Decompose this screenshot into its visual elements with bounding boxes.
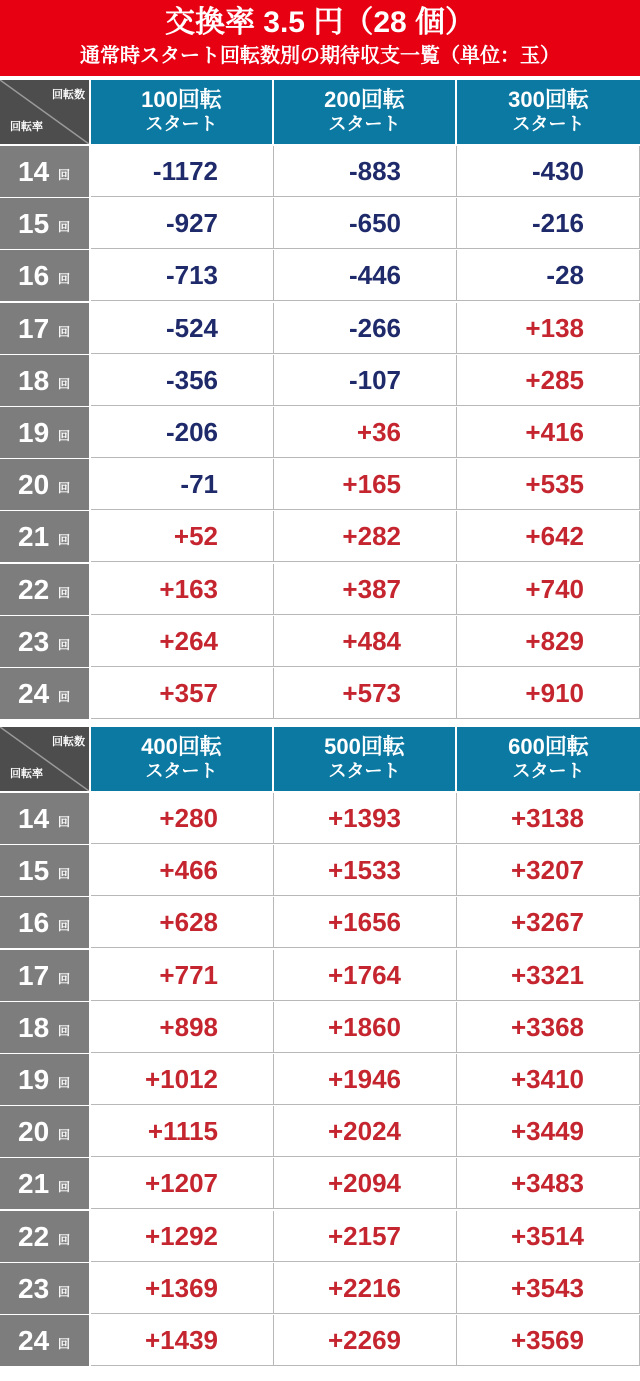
table-cell <box>457 1106 640 1157</box>
table-cell <box>457 1263 640 1314</box>
expected-value: +1946 <box>327 1064 401 1094</box>
table-cell <box>91 407 274 458</box>
expected-value: +829 <box>525 625 584 656</box>
table-cell <box>274 616 457 667</box>
expected-value: +1656 <box>327 907 401 938</box>
row-label-suffix: 回 <box>58 272 71 287</box>
table-cell <box>91 1158 274 1209</box>
expected-value: +416 <box>525 417 584 447</box>
row-label <box>0 407 89 458</box>
expected-value: +3483 <box>510 1168 584 1199</box>
expected-value: +3368 <box>510 1011 584 1042</box>
expected-value: -356 <box>165 364 218 395</box>
row-label <box>0 1002 89 1053</box>
table-row <box>0 511 640 562</box>
corner-label-rate: 回転率 <box>10 121 43 133</box>
row-label-suffix: 回 <box>58 533 71 548</box>
expected-value: -650 <box>348 208 401 239</box>
table-cell <box>91 897 274 948</box>
table-row <box>0 198 640 249</box>
table-cell <box>91 1054 274 1105</box>
table-cell <box>274 950 457 1001</box>
expected-value: +910 <box>525 678 584 708</box>
row-label <box>0 897 89 948</box>
expected-value: +3410 <box>510 1064 584 1094</box>
expected-value: +138 <box>525 312 584 343</box>
expected-value: +484 <box>342 625 401 656</box>
table-row <box>0 1315 640 1366</box>
table-row <box>0 407 640 458</box>
table-cell <box>274 1211 457 1262</box>
expected-value: +628 <box>159 907 218 938</box>
row-label <box>0 845 89 896</box>
table-cell <box>457 1211 640 1262</box>
column-header-spins: 400回転 <box>141 734 222 759</box>
row-label-suffix: 回 <box>58 919 71 934</box>
expected-value: +3543 <box>510 1272 584 1303</box>
expected-value: -266 <box>348 312 401 343</box>
column-header <box>91 80 272 144</box>
table-row <box>0 616 640 667</box>
row-label-rate: 19 <box>18 1064 50 1095</box>
table-row <box>0 250 640 301</box>
table-cell <box>91 950 274 1001</box>
table-row <box>0 146 640 197</box>
row-label-rate: 22 <box>18 1220 50 1252</box>
expected-value: +2094 <box>327 1168 401 1199</box>
expected-value: +3321 <box>510 959 584 990</box>
row-label <box>0 146 89 197</box>
row-label <box>0 459 89 510</box>
row-label-suffix: 回 <box>58 220 71 235</box>
table-cell <box>274 459 457 510</box>
table-row <box>0 303 640 354</box>
table-cell <box>274 198 457 249</box>
row-label <box>0 250 89 301</box>
expected-value: -107 <box>348 364 401 395</box>
table-cell <box>91 511 274 562</box>
table-cell <box>457 793 640 844</box>
row-label-suffix: 回 <box>58 1180 71 1195</box>
table-cell <box>91 668 274 719</box>
table-row <box>0 950 640 1001</box>
column-header <box>274 727 455 791</box>
expected-value: +1533 <box>327 855 401 886</box>
table-row <box>0 1263 640 1314</box>
expected-value: +466 <box>159 855 218 886</box>
table-cell <box>91 1263 274 1314</box>
row-label-suffix: 回 <box>58 324 71 339</box>
row-label-suffix: 回 <box>58 429 71 443</box>
expected-value: -216 <box>531 208 584 239</box>
table-cell <box>274 1002 457 1053</box>
expected-value: +1764 <box>327 959 401 990</box>
corner-cell <box>0 80 89 144</box>
page-subtitle: 通常時スタート回転数別の期待収支一覧（単位：玉） <box>80 45 560 67</box>
row-label-suffix: 回 <box>58 1023 71 1038</box>
row-label-rate: 20 <box>18 1116 50 1148</box>
expected-value: +898 <box>159 1011 218 1042</box>
table-cell <box>274 793 457 844</box>
table-cell <box>91 146 274 197</box>
expected-value: +163 <box>159 573 218 604</box>
table-row <box>0 459 640 510</box>
expected-value: +3449 <box>510 1116 584 1147</box>
expected-value: +573 <box>342 678 401 708</box>
expected-value: +282 <box>342 521 401 552</box>
table-cell <box>91 1002 274 1053</box>
expected-value: -28 <box>546 260 584 291</box>
row-label-rate: 14 <box>18 156 50 187</box>
expected-value: +357 <box>159 678 218 708</box>
table-cell <box>274 1315 457 1366</box>
row-label-rate: 16 <box>18 907 50 939</box>
table-cell <box>91 616 274 667</box>
table-cell <box>457 1002 640 1053</box>
row-label-rate: 15 <box>18 855 50 887</box>
table-row <box>0 355 640 406</box>
row-label-suffix: 回 <box>58 867 71 882</box>
expected-value: +642 <box>525 521 584 552</box>
row-label-suffix: 回 <box>58 971 71 986</box>
column-header-spins: 100回転 <box>141 87 222 112</box>
expected-value: +1369 <box>144 1272 218 1303</box>
expected-value: -430 <box>531 156 584 186</box>
expected-value: +280 <box>159 803 218 833</box>
expected-value: +1207 <box>144 1168 218 1199</box>
table-cell <box>91 1315 274 1366</box>
corner-label-rate: 回転率 <box>10 768 43 780</box>
expected-value: -71 <box>180 469 218 500</box>
row-label-rate: 19 <box>18 417 50 448</box>
table-cell <box>274 897 457 948</box>
table-row <box>0 1054 640 1105</box>
table-cell <box>274 355 457 406</box>
table-cell <box>457 950 640 1001</box>
expected-value: +740 <box>525 573 584 604</box>
table-row <box>0 564 640 615</box>
corner-label-spins: 回転数 <box>52 736 85 748</box>
column-header <box>91 727 272 791</box>
table-cell <box>91 459 274 510</box>
expected-value: +36 <box>356 417 401 447</box>
column-header-start: スタート <box>328 114 401 134</box>
column-header <box>457 80 640 144</box>
expected-value: +264 <box>159 625 218 656</box>
expected-value: -883 <box>348 156 401 186</box>
row-label-rate: 15 <box>18 208 50 240</box>
table-cell <box>457 616 640 667</box>
column-header-spins: 200回転 <box>324 87 405 112</box>
expected-value: -524 <box>165 312 218 343</box>
row-label-suffix: 回 <box>58 376 71 391</box>
row-label <box>0 1211 89 1262</box>
table-row <box>0 1002 640 1053</box>
table-cell <box>274 146 457 197</box>
table-cell <box>457 845 640 896</box>
row-label-suffix: 回 <box>58 1284 71 1299</box>
expected-value: +1292 <box>144 1220 218 1251</box>
row-label <box>0 198 89 249</box>
table-cell <box>457 1054 640 1105</box>
row-label-rate: 22 <box>18 573 50 605</box>
expected-value: +3138 <box>510 803 584 833</box>
table-cell <box>91 564 274 615</box>
expected-value: +771 <box>159 959 218 990</box>
table-row <box>0 845 640 896</box>
expected-value: -1172 <box>152 156 218 186</box>
row-label-suffix: 回 <box>58 1076 71 1090</box>
expected-value: +3514 <box>510 1220 584 1251</box>
expected-value: -206 <box>165 417 218 447</box>
row-label <box>0 1315 89 1366</box>
row-label <box>0 564 89 615</box>
row-label <box>0 511 89 562</box>
row-label-rate: 14 <box>18 803 50 834</box>
expected-value: +3207 <box>510 855 584 886</box>
table-cell <box>457 1158 640 1209</box>
table-cell <box>457 303 640 354</box>
expected-value: +2269 <box>327 1325 401 1355</box>
row-label-rate: 18 <box>18 364 50 396</box>
expected-value: -713 <box>165 260 218 291</box>
table-cell <box>274 250 457 301</box>
expected-value: +285 <box>525 364 584 395</box>
table-cell <box>457 250 640 301</box>
row-label-suffix: 回 <box>58 585 71 600</box>
table-row <box>0 793 640 844</box>
table-cell <box>91 303 274 354</box>
title-banner <box>0 0 640 76</box>
row-label-suffix: 回 <box>58 637 71 652</box>
column-header-spins: 500回転 <box>324 734 405 759</box>
table-row <box>0 1158 640 1209</box>
corner-cell <box>0 727 89 791</box>
row-label-suffix: 回 <box>58 481 71 496</box>
row-label <box>0 303 89 354</box>
table-cell <box>91 355 274 406</box>
row-label-rate: 24 <box>18 1325 50 1356</box>
row-label-rate: 24 <box>18 678 50 709</box>
corner-label-spins: 回転数 <box>52 89 85 101</box>
table-cell <box>91 1211 274 1262</box>
table-cell <box>274 1054 457 1105</box>
row-label-suffix: 回 <box>58 815 71 829</box>
column-header-start: スタート <box>512 761 585 781</box>
expected-value: +1115 <box>147 1116 218 1147</box>
table-cell <box>457 1315 640 1366</box>
table-cell <box>457 897 640 948</box>
row-label-rate: 23 <box>18 625 50 657</box>
row-label <box>0 668 89 719</box>
table-row <box>0 1211 640 1262</box>
row-label-suffix: 回 <box>58 690 71 704</box>
row-label <box>0 1054 89 1105</box>
table-cell <box>91 793 274 844</box>
expected-value: +1439 <box>144 1325 218 1355</box>
row-label-rate: 20 <box>18 469 50 501</box>
column-header-start: スタート <box>328 761 401 781</box>
expected-value: +535 <box>525 469 584 500</box>
row-label-rate: 17 <box>18 959 50 991</box>
row-label-rate: 21 <box>18 1168 50 1200</box>
expected-value: +3267 <box>510 907 584 938</box>
row-label <box>0 1158 89 1209</box>
expected-value: +2157 <box>327 1220 401 1251</box>
table-cell <box>457 459 640 510</box>
expected-value: +165 <box>342 469 401 500</box>
expected-value: -927 <box>165 208 218 239</box>
table-cell <box>274 845 457 896</box>
table-cell <box>274 1263 457 1314</box>
row-label-rate: 21 <box>18 521 50 553</box>
table-cell <box>457 355 640 406</box>
row-label <box>0 355 89 406</box>
expected-value: -446 <box>348 260 401 291</box>
column-header-spins: 600回転 <box>508 734 589 759</box>
table-cell <box>457 407 640 458</box>
table-cell <box>274 303 457 354</box>
table-cell <box>457 511 640 562</box>
expected-value: +387 <box>342 573 401 604</box>
row-label <box>0 950 89 1001</box>
expected-value: +52 <box>173 521 218 552</box>
table-cell <box>457 668 640 719</box>
table-row <box>0 668 640 719</box>
expected-value: +1393 <box>327 803 401 833</box>
expected-value: +2024 <box>327 1116 401 1147</box>
row-label-rate: 18 <box>18 1011 50 1043</box>
expected-value: +1860 <box>327 1011 401 1042</box>
row-label-rate: 17 <box>18 312 50 344</box>
column-header-start: スタート <box>145 114 218 134</box>
row-label-suffix: 回 <box>58 1128 71 1143</box>
table-cell <box>274 564 457 615</box>
page-title: 交換率 3.5 円（28 個） <box>164 6 476 39</box>
column-header <box>274 80 455 144</box>
row-label-suffix: 回 <box>58 168 71 182</box>
table-cell <box>274 668 457 719</box>
row-label <box>0 1263 89 1314</box>
column-header <box>457 727 640 791</box>
table-header <box>0 80 640 144</box>
column-header-start: スタート <box>145 761 218 781</box>
column-header-start: スタート <box>512 114 585 134</box>
table-row <box>0 897 640 948</box>
table-cell <box>91 1106 274 1157</box>
table-cell <box>91 250 274 301</box>
table-cell <box>91 198 274 249</box>
table-cell <box>274 511 457 562</box>
row-label <box>0 793 89 844</box>
table-header <box>0 727 640 791</box>
table-cell <box>274 1106 457 1157</box>
column-header-spins: 300回転 <box>508 87 589 112</box>
table-cell <box>457 198 640 249</box>
expected-value: +2216 <box>327 1272 401 1303</box>
row-label <box>0 1106 89 1157</box>
row-label-rate: 16 <box>18 260 50 292</box>
table-row <box>0 1106 640 1157</box>
expected-value: +3569 <box>510 1325 584 1355</box>
expected-value: +1012 <box>144 1064 218 1094</box>
table-cell <box>274 1158 457 1209</box>
row-label-rate: 23 <box>18 1272 50 1304</box>
table-cell <box>274 407 457 458</box>
row-label <box>0 616 89 667</box>
table-cell <box>457 564 640 615</box>
row-label-suffix: 回 <box>58 1337 71 1351</box>
row-label-suffix: 回 <box>58 1232 71 1247</box>
table-cell <box>457 146 640 197</box>
table-cell <box>91 845 274 896</box>
